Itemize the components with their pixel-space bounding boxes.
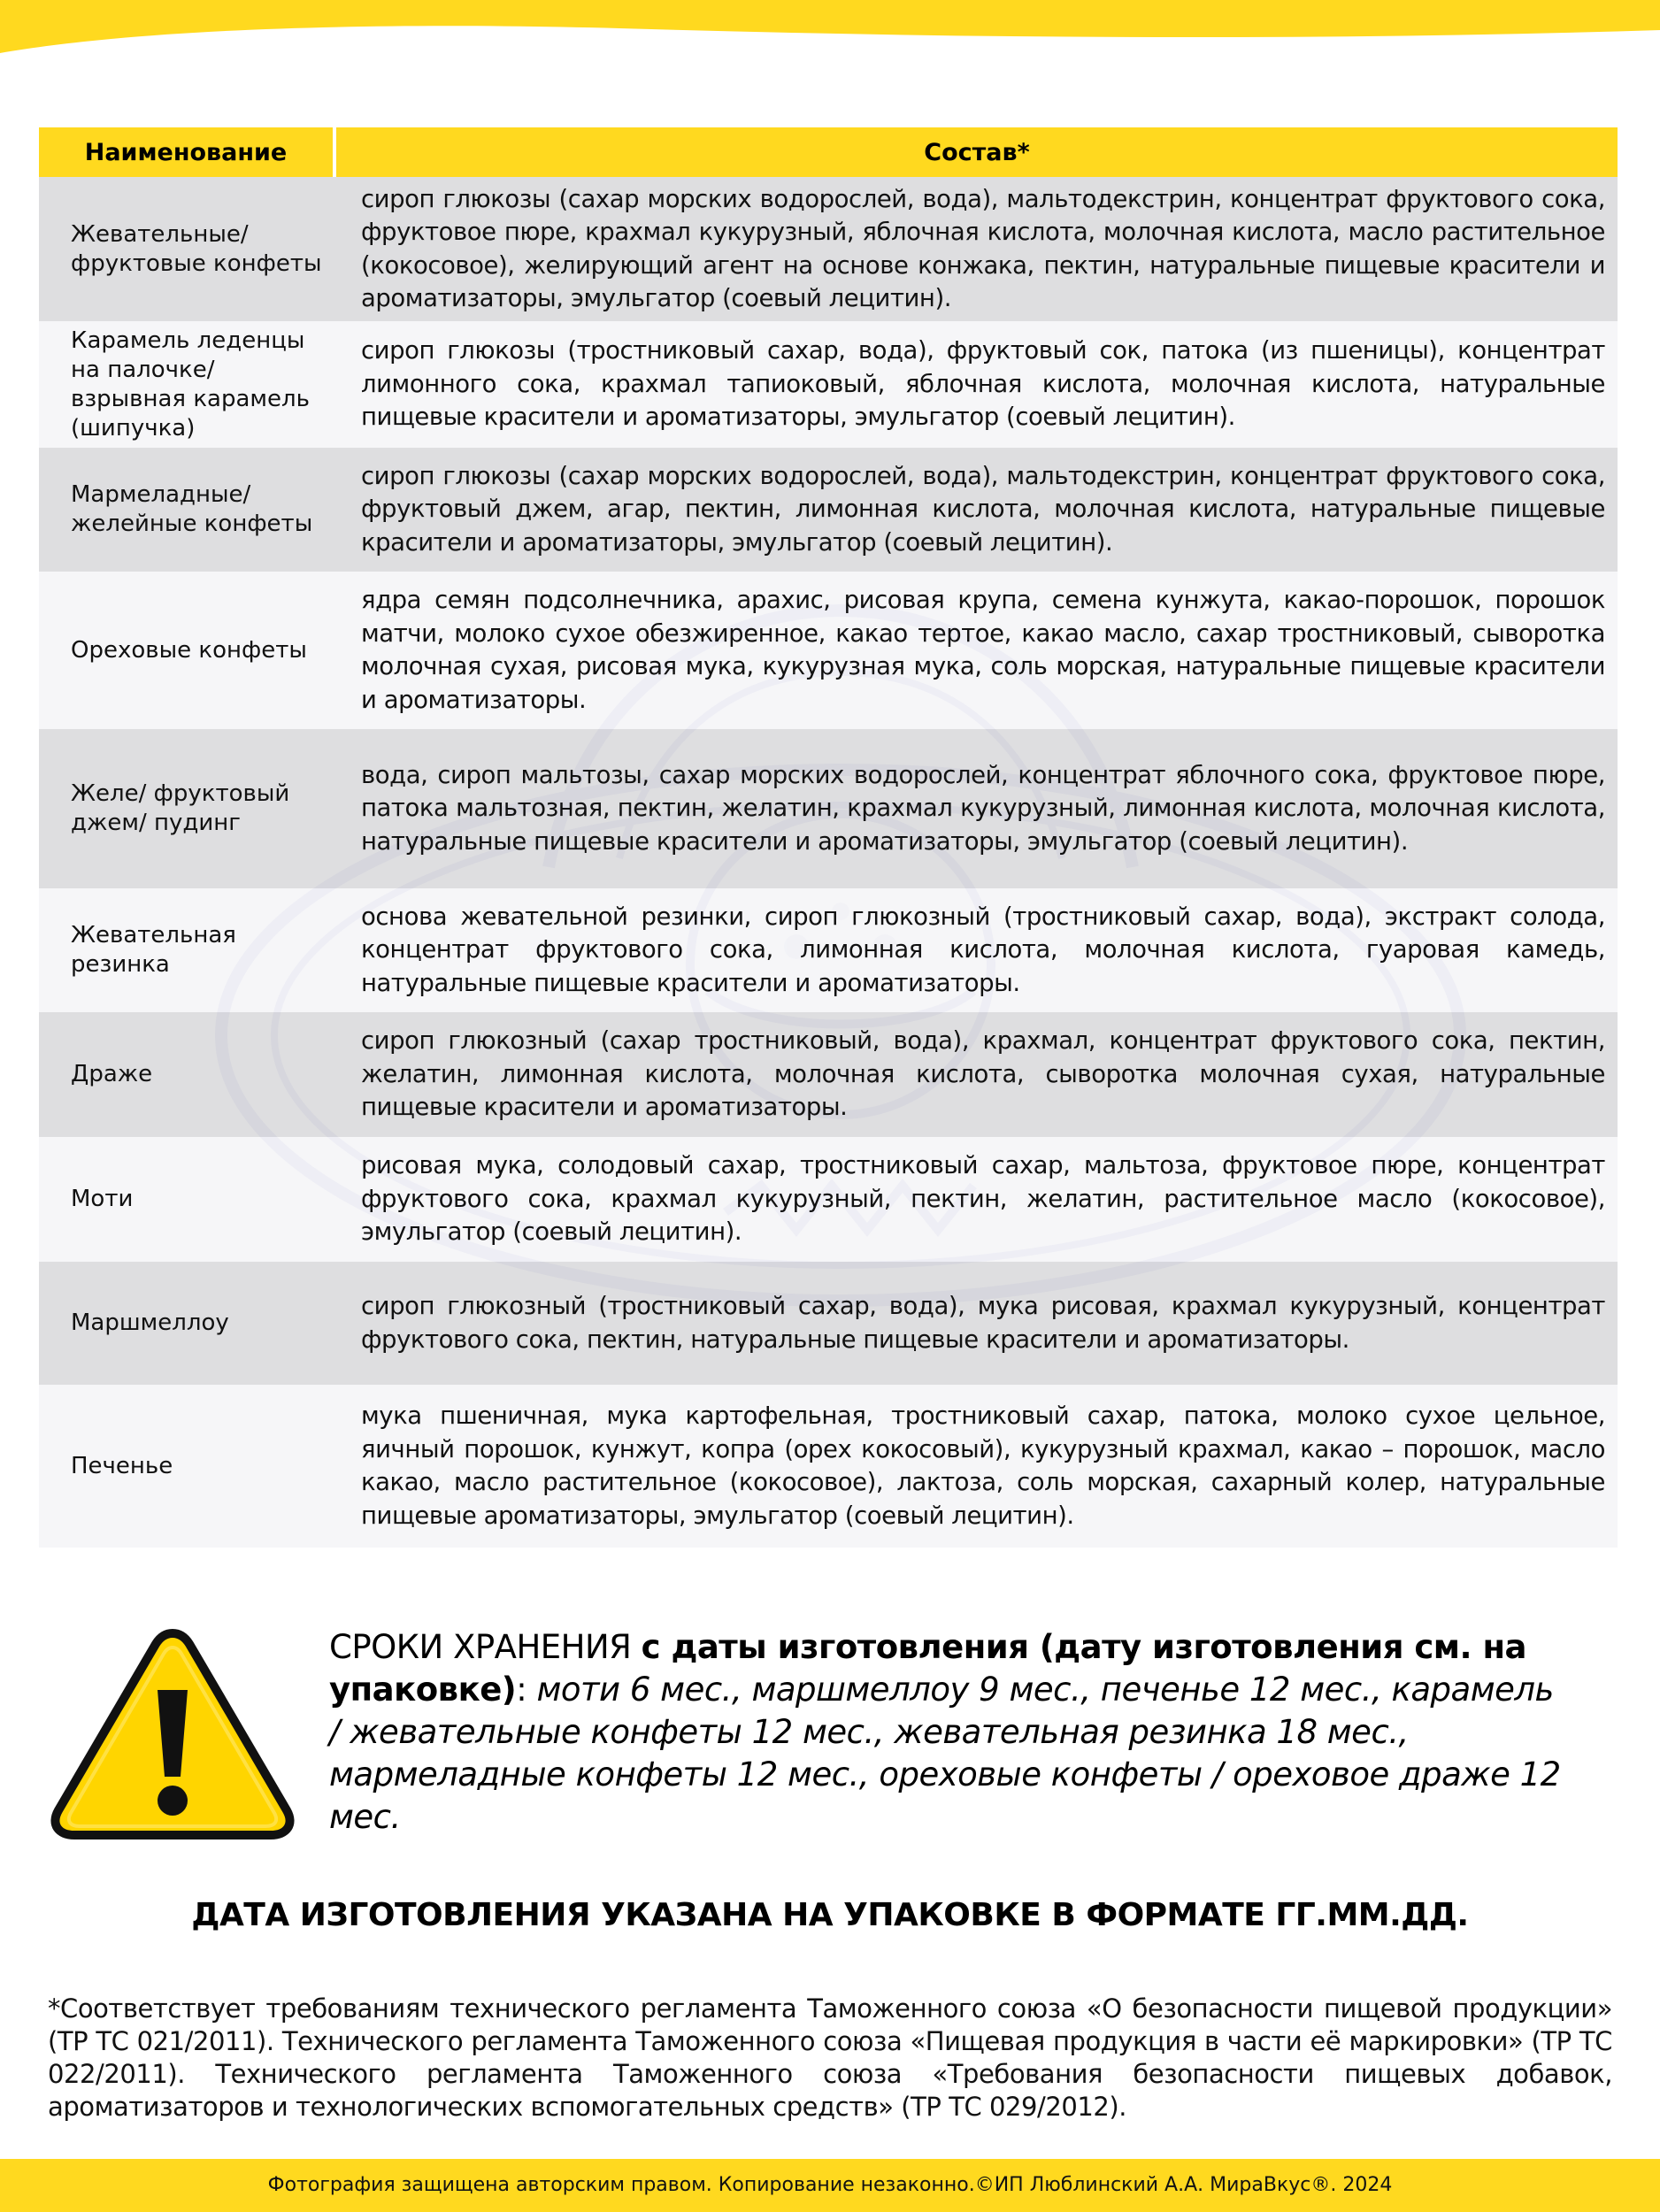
table-row [39,1137,1618,1262]
storage-colon: : [516,1671,527,1709]
storage-title: СРОКИ ХРАНЕНИЯ [329,1628,632,1666]
product-composition: сироп глюкозы (тростниковый сахар, вода), фруктовый сок, патока (из пшеницы), концентрат лимонного сока, крахмал тапиоковый, яблочная кислота, молочная кислота, натуральные пищевые красители и ароматизаторы, эмульгатор (соевый лецитин). [334,321,1618,448]
warning-triangle-icon [46,1621,299,1844]
table-row [39,177,1618,321]
date-format-notice: ДАТА ИЗГОТОВЛЕНИЯ УКАЗАНА НА УПАКОВКЕ В ФОРМАТЕ ГГ.ММ.ДД. [191,1897,1469,1933]
product-composition: сироп глюкозный (тростниковый сахар, вода), мука рисовая, крахмал кукурузный, концентрат фруктового сока, пектин, натуральные пищевые красители и ароматизаторы. [334,1262,1618,1385]
table-row [39,888,1618,1012]
header-composition: Состав* [334,127,1618,177]
product-composition: основа жевательной резинки, сироп глюкозный (тростниковый сахар, вода), экстракт солода, концентрат фруктового сока, лимонная кислота, молочная кислота, гуаровая камедь, натуральные пищевые красители и ароматизаторы. [334,888,1618,1012]
product-composition: сироп глюкозы (сахар морских водорослей, вода), мальтодекстрин, концентрат фруктового сока, фруктовое пюре, крахмал кукурузный, яблочная кислота, молочная кислота, масло растительное (кокосовое), желирующий агент на основе конжака, пектин, натуральные пищевые красители и ароматизаторы, эмульгатор (соевый лецитин). [334,177,1618,321]
product-composition: вода, сироп мальтозы, сахар морских водорослей, концентрат яблочного сока, фруктовое пюре, патока мальтозная, пектин, желатин, крахмал кукурузный, лимонная кислота, молочная кислота, натуральные пищевые красители и ароматизаторы, эмульгатор (соевый лецитин). [334,729,1618,888]
product-composition: сироп глюкозы (сахар морских водорослей, вода), мальтодекстрин, концентрат фруктового сока, фруктовый джем, агар, пектин, лимонная кислота, молочная кислота, натуральные пищевые красители и ароматизаторы, эмульгатор (соевый лецитин). [334,448,1618,572]
composition-table [39,127,1618,1548]
table-header-row [39,127,1618,177]
table-row [39,1385,1618,1548]
table-row [39,1012,1618,1137]
table-row [39,572,1618,729]
table-row [39,448,1618,572]
storage-info [329,1626,1572,1839]
table-row [39,321,1618,448]
copyright-bar: Фотография защищена авторским правом. Копирование незаконно.©ИП Люблинский А.А. МираВкус®. 2024 [0,2159,1660,2212]
regulation-footnote: *Соответствует требованиям технического регламента Таможенного союза «О безопасности пищевой продукции» (ТР ТС 021/2011). Технического регламента Таможенного союза «Пищевая продукция в части её маркировки» (ТР ТС 022/2011). Технического регламента Таможенного союза «Требования безопасности пищевых добавок, ароматизаторов и технологических вспомогательных средств» (ТР ТС 029/2012). [48,1993,1612,2122]
product-name: Мармеладные/ желейные конфеты [39,448,334,572]
product-composition: сироп глюкозный (сахар тростниковый, вода), крахмал, концентрат фруктового сока, пектин, желатин, лимонная кислота, молочная кислота, сыворотка молочная сухая, натуральные пищевые красители и ароматизаторы. [334,1012,1618,1137]
product-name: Печенье [39,1385,334,1548]
product-name: Жевательные/ фруктовые конфеты [39,177,334,321]
product-name: Ореховые конфеты [39,572,334,729]
product-composition: мука пшеничная, мука картофельная, тростниковый сахар, патока, молоко сухое цельное, яичный порошок, кунжут, копра (орех кокосовый), кукурузный крахмал, какао – порошок, масло какао, масло растительное (кокосовое), лактоза, соль морская, сахарный колер, натуральные пищевые ароматизаторы, эмульгатор (соевый лецитин). [334,1385,1618,1548]
product-composition: рисовая мука, солодовый сахар, тростниковый сахар, мальтоза, фруктовое пюре, концентрат фруктового сока, крахмал кукурузный, пектин, желатин, растительное масло (кокосовое), эмульгатор (соевый лецитин). [334,1137,1618,1262]
product-name: Желе/ фруктовый джем/ пудинг [39,729,334,888]
header-name: Наименование [39,127,334,177]
product-composition: ядра семян подсолнечника, арахис, рисовая крупа, семена кунжута, какао-порошок, порошок матчи, молоко сухое обезжиренное, какао тертое, какао масло, сахар тростниковый, сыворотка молочная сухая, рисовая мука, кукурузная мука, соль морская, натуральные пищевые красители и ароматизаторы. [334,572,1618,729]
product-name: Маршмеллоу [39,1262,334,1385]
top-yellow-band [0,0,1660,97]
product-name: Драже [39,1012,334,1137]
storage-bold-text: с даты изготовления (дату изготовления см. на упаковке) [329,1628,1526,1709]
storage-terms: моти 6 мес., маршмеллоу 9 мес., печенье 12 мес., карамель / жевательные конфеты 12 мес., жевательная резинка 18 мес., мармеладные конфеты 12 мес., ореховые конфеты / ореховое драже 12 мес. [329,1671,1561,1836]
product-name: Жевательная резинка [39,888,334,1012]
product-name: Моти [39,1137,334,1262]
table-row [39,1262,1618,1385]
product-name: Карамель леденцы на палочке/ взрывная карамель (шипучка) [39,321,334,448]
table-row [39,729,1618,888]
